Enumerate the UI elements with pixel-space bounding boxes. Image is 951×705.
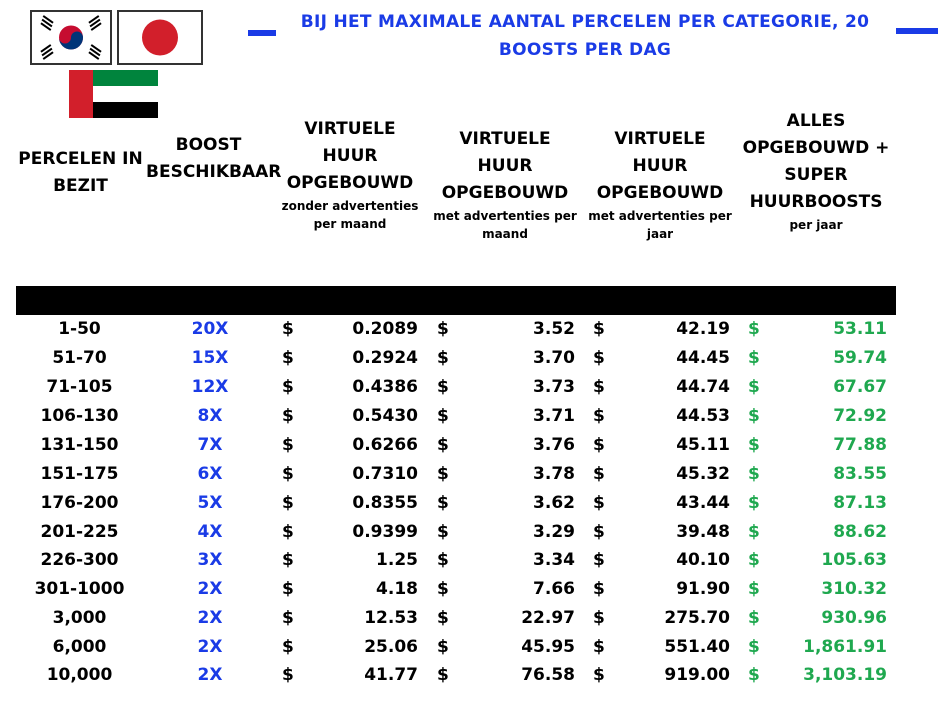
dollar-sign: $ [437, 493, 449, 513]
all-built-cell: 83.55 [833, 464, 887, 484]
rent-no-ads-cell: 0.7310 [352, 464, 418, 484]
all-built-cell: 77.88 [833, 435, 887, 455]
all-built-cell: 105.63 [821, 550, 887, 570]
header-rent-ads-year [585, 126, 735, 243]
south-korea-flag-icon [30, 10, 112, 65]
table-row [0, 546, 951, 575]
dollar-sign: $ [437, 348, 449, 368]
dollar-sign: $ [748, 406, 760, 426]
header-rent-ads-year-sub: met advertenties per jaar [588, 209, 732, 241]
title-bar-left [248, 30, 276, 36]
header-rent-ads-month-sub: met advertenties per maand [433, 209, 577, 241]
boost-cell: 2X [197, 637, 223, 657]
rent-ads-month-cell: 45.95 [521, 637, 575, 657]
table-row [0, 460, 951, 489]
dollar-sign: $ [437, 319, 449, 339]
dollar-sign: $ [593, 377, 605, 397]
rent-ads-year-cell: 43.44 [676, 493, 730, 513]
rent-ads-year-cell: 39.48 [676, 522, 730, 542]
dollar-sign: $ [282, 665, 294, 685]
rent-ads-month-cell: 3.34 [533, 550, 575, 570]
boost-cell: 7X [197, 435, 223, 455]
table-row [0, 633, 951, 662]
parcels-cell: 106-130 [40, 406, 119, 426]
rent-no-ads-cell: 0.9399 [352, 522, 418, 542]
rent-ads-month-cell: 3.73 [533, 377, 575, 397]
boost-cell: 15X [191, 348, 229, 368]
all-built-cell: 87.13 [833, 493, 887, 513]
rent-ads-month-cell: 7.66 [533, 579, 575, 599]
parcels-cell: 201-225 [40, 522, 119, 542]
rent-ads-month-cell: 3.76 [533, 435, 575, 455]
header-rent-no-ads-sub: zonder advertenties per maand [281, 199, 419, 231]
boost-cell: 5X [197, 493, 223, 513]
dollar-sign: $ [748, 665, 760, 685]
dollar-sign: $ [437, 637, 449, 657]
parcels-cell: 301-1000 [34, 579, 125, 599]
boost-cell: 2X [197, 665, 223, 685]
rent-no-ads-cell: 0.5430 [352, 406, 418, 426]
rent-ads-month-cell: 3.52 [533, 319, 575, 339]
all-built-cell: 3,103.19 [803, 665, 887, 685]
table-row [0, 518, 951, 547]
header-rent-ads-month-main: VIRTUELE HUUR OPGEBOUWD [441, 129, 569, 203]
dollar-sign: $ [437, 550, 449, 570]
dollar-sign: $ [748, 319, 760, 339]
parcels-cell: 1-50 [58, 319, 101, 339]
rent-ads-month-cell: 22.97 [521, 608, 575, 628]
dollar-sign: $ [593, 637, 605, 657]
japan-flag-icon [117, 10, 203, 65]
dollar-sign: $ [748, 435, 760, 455]
dollar-sign: $ [437, 665, 449, 685]
dollar-sign: $ [437, 464, 449, 484]
dollar-sign: $ [593, 406, 605, 426]
header-parcels [18, 146, 143, 200]
rent-ads-month-cell: 3.29 [533, 522, 575, 542]
all-built-cell: 59.74 [833, 348, 887, 368]
rent-no-ads-cell: 0.8355 [352, 493, 418, 513]
rent-ads-month-cell: 3.78 [533, 464, 575, 484]
dollar-sign: $ [437, 522, 449, 542]
header-rent-ads-month [430, 126, 580, 243]
rent-ads-year-cell: 275.70 [664, 608, 730, 628]
rent-no-ads-cell: 0.6266 [352, 435, 418, 455]
rent-ads-month-cell: 3.71 [533, 406, 575, 426]
parcels-cell: 71-105 [46, 377, 113, 397]
table-row [0, 575, 951, 604]
dollar-sign: $ [748, 348, 760, 368]
uae-flag-icon [69, 70, 158, 118]
dollar-sign: $ [593, 435, 605, 455]
table-row [0, 315, 951, 344]
header-all-built-sub: per jaar [789, 218, 843, 232]
page-title: BIJ HET MAXIMALE AANTAL PERCELEN PER CATEGORIE, 20 BOOSTS PER DAG [300, 12, 870, 60]
parcels-cell: 6,000 [52, 637, 107, 657]
rent-ads-year-cell: 91.90 [676, 579, 730, 599]
table-row [0, 604, 951, 633]
dollar-sign: $ [748, 608, 760, 628]
dollar-sign: $ [748, 579, 760, 599]
dollar-sign: $ [593, 464, 605, 484]
boost-cell: 2X [197, 608, 223, 628]
rent-ads-month-cell: 76.58 [521, 665, 575, 685]
dollar-sign: $ [748, 493, 760, 513]
rent-ads-year-cell: 44.74 [676, 377, 730, 397]
rent-no-ads-cell: 41.77 [364, 665, 418, 685]
dollar-sign: $ [593, 579, 605, 599]
title-bar-right [896, 28, 938, 34]
dollar-sign: $ [282, 348, 294, 368]
parcels-cell: 176-200 [40, 493, 119, 513]
dollar-sign: $ [593, 522, 605, 542]
parcels-cell: 10,000 [46, 665, 113, 685]
dollar-sign: $ [748, 377, 760, 397]
dollar-sign: $ [437, 377, 449, 397]
rent-ads-month-cell: 3.70 [533, 348, 575, 368]
dollar-sign: $ [748, 550, 760, 570]
parcels-cell: 226-300 [40, 550, 119, 570]
table-row [0, 431, 951, 460]
header-boost [146, 132, 282, 186]
rent-ads-year-cell: 919.00 [664, 665, 730, 685]
rent-ads-year-cell: 40.10 [676, 550, 730, 570]
table-row [0, 373, 951, 402]
boost-cell: 8X [197, 406, 223, 426]
dollar-sign: $ [282, 493, 294, 513]
header-boost-label: BOOST BESCHIKBAAR [146, 135, 282, 182]
boost-cell: 20X [191, 319, 229, 339]
header-divider-bar [16, 286, 896, 315]
dollar-sign: $ [437, 579, 449, 599]
rent-no-ads-cell: 4.18 [376, 579, 418, 599]
header-all-built-main: ALLES OPGEBOUWD + SUPER HUURBOOSTS [742, 111, 890, 212]
parcels-cell: 51-70 [52, 348, 107, 368]
all-built-cell: 1,861.91 [803, 637, 887, 657]
boost-cell: 4X [197, 522, 223, 542]
dollar-sign: $ [748, 522, 760, 542]
table-row [0, 489, 951, 518]
rent-no-ads-cell: 0.4386 [352, 377, 418, 397]
dollar-sign: $ [593, 319, 605, 339]
parcels-cell: 131-150 [40, 435, 119, 455]
table-row [0, 344, 951, 373]
all-built-cell: 72.92 [833, 406, 887, 426]
dollar-sign: $ [748, 464, 760, 484]
dollar-sign: $ [282, 579, 294, 599]
rent-ads-year-cell: 45.11 [676, 435, 730, 455]
dollar-sign: $ [282, 550, 294, 570]
dollar-sign: $ [593, 550, 605, 570]
table-row [0, 402, 951, 431]
rent-ads-year-cell: 44.53 [676, 406, 730, 426]
header-rent-no-ads-main: VIRTUELE HUUR OPGEBOUWD [286, 119, 414, 193]
header-parcels-label: PERCELEN IN BEZIT [18, 149, 143, 196]
dollar-sign: $ [593, 665, 605, 685]
header-all-built [742, 108, 890, 234]
dollar-sign: $ [282, 637, 294, 657]
all-built-cell: 310.32 [821, 579, 887, 599]
rent-ads-month-cell: 3.62 [533, 493, 575, 513]
dollar-sign: $ [437, 608, 449, 628]
dollar-sign: $ [282, 406, 294, 426]
header-rent-no-ads [275, 116, 425, 233]
rent-ads-year-cell: 551.40 [664, 637, 730, 657]
rent-no-ads-cell: 0.2089 [352, 319, 418, 339]
all-built-cell: 67.67 [833, 377, 887, 397]
dollar-sign: $ [437, 435, 449, 455]
boost-cell: 2X [197, 579, 223, 599]
header-rent-ads-year-main: VIRTUELE HUUR OPGEBOUWD [596, 129, 724, 203]
rent-ads-year-cell: 42.19 [676, 319, 730, 339]
rent-ads-year-cell: 44.45 [676, 348, 730, 368]
dollar-sign: $ [282, 319, 294, 339]
all-built-cell: 930.96 [821, 608, 887, 628]
parcels-cell: 151-175 [40, 464, 119, 484]
rent-ads-year-cell: 45.32 [676, 464, 730, 484]
rent-no-ads-cell: 0.2924 [352, 348, 418, 368]
boost-cell: 3X [197, 550, 223, 570]
all-built-cell: 53.11 [833, 319, 887, 339]
dollar-sign: $ [282, 522, 294, 542]
dollar-sign: $ [282, 464, 294, 484]
table-row [0, 661, 951, 690]
dollar-sign: $ [282, 608, 294, 628]
dollar-sign: $ [282, 377, 294, 397]
rent-no-ads-cell: 1.25 [376, 550, 418, 570]
all-built-cell: 88.62 [833, 522, 887, 542]
dollar-sign: $ [593, 608, 605, 628]
dollar-sign: $ [282, 435, 294, 455]
boost-cell: 12X [191, 377, 229, 397]
rent-no-ads-cell: 25.06 [364, 637, 418, 657]
rent-no-ads-cell: 12.53 [364, 608, 418, 628]
dollar-sign: $ [748, 637, 760, 657]
dollar-sign: $ [437, 406, 449, 426]
parcels-cell: 3,000 [52, 608, 107, 628]
dollar-sign: $ [593, 493, 605, 513]
boost-cell: 6X [197, 464, 223, 484]
dollar-sign: $ [593, 348, 605, 368]
